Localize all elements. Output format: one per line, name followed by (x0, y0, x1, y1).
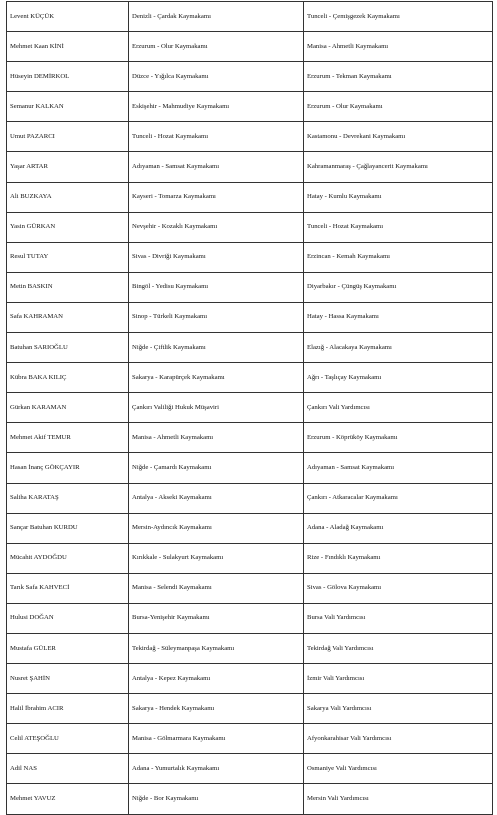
new-post-cell: Kastamonu - Devrekani Kaymakamı (304, 122, 493, 152)
table-row (7, 32, 493, 62)
name-cell: Adil NAS (7, 754, 129, 784)
new-post-cell: Manisa - Ahmetli Kaymakamı (304, 32, 493, 62)
table-row (7, 483, 493, 513)
current-post-cell: Adıyaman - Samsat Kaymakamı (129, 152, 304, 182)
new-post-cell: Adıyaman - Samsat Kaymakamı (304, 453, 493, 483)
table-row (7, 122, 493, 152)
table-row (7, 2, 493, 32)
table-row (7, 513, 493, 543)
name-cell: Kübra BAKA KILIÇ (7, 363, 129, 393)
table-row (7, 333, 493, 363)
new-post-cell: Mersin Vali Yardımcısı (304, 784, 493, 814)
current-post-cell: Nevşehir - Kozaklı Kaymakamı (129, 212, 304, 242)
name-cell: Metin BASKIN (7, 272, 129, 302)
current-post-cell: Manisa - Gölmarmara Kaymakamı (129, 724, 304, 754)
new-post-cell: Afyonkarahisar Vali Yardımcısı (304, 724, 493, 754)
name-cell: Mehmet Kaan KİNİ (7, 32, 129, 62)
current-post-cell: Tekirdağ - Süleymanpaşa Kaymakamı (129, 633, 304, 663)
current-post-cell: Sinop - Türkeli Kaymakamı (129, 302, 304, 332)
new-post-cell: Erzincan - Kemah Kaymakamı (304, 242, 493, 272)
name-cell: Yaşar ARTAR (7, 152, 129, 182)
table-row (7, 573, 493, 603)
appointments-table-body (7, 2, 493, 815)
new-post-cell: Hatay - Kumlu Kaymakamı (304, 182, 493, 212)
current-post-cell: Manisa - Selendi Kaymakamı (129, 573, 304, 603)
new-post-cell: Erzurum - Köprüköy Kaymakamı (304, 423, 493, 453)
current-post-cell: Bingöl - Yedisu Kaymakamı (129, 272, 304, 302)
table-row (7, 363, 493, 393)
new-post-cell: Çankırı Vali Yardımcısı (304, 393, 493, 423)
table-row (7, 633, 493, 663)
table-row (7, 62, 493, 92)
current-post-cell: Düzce - Yığılca Kaymakamı (129, 62, 304, 92)
new-post-cell: Bursa Vali Yardımcısı (304, 603, 493, 633)
new-post-cell: Kahramanmaraş - Çağlayancerit Kaymakamı (304, 152, 493, 182)
current-post-cell: Niğde - Çamardı Kaymakamı (129, 453, 304, 483)
current-post-cell: Denizli - Çardak Kaymakamı (129, 2, 304, 32)
new-post-cell: Ağrı - Taşlıçay Kaymakamı (304, 363, 493, 393)
name-cell: Nusret ŞAHİN (7, 664, 129, 694)
name-cell: Ali BUZKAYA (7, 182, 129, 212)
current-post-cell: Kayseri - Tomarza Kaymakamı (129, 182, 304, 212)
current-post-cell: Tunceli - Hozat Kaymakamı (129, 122, 304, 152)
table-row (7, 543, 493, 573)
current-post-cell: Antalya - Akseki Kaymakamı (129, 483, 304, 513)
table-row (7, 453, 493, 483)
table-row (7, 694, 493, 724)
table-row (7, 302, 493, 332)
appointments-table (6, 1, 493, 815)
name-cell: Saliha KARATAŞ (7, 483, 129, 513)
table-row (7, 724, 493, 754)
new-post-cell: Elazığ - Alacakaya Kaymakamı (304, 333, 493, 363)
new-post-cell: Sakarya Vali Yardımcısı (304, 694, 493, 724)
current-post-cell: Kırıkkale - Sulakyurt Kaymakamı (129, 543, 304, 573)
name-cell: Semanur KALKAN (7, 92, 129, 122)
new-post-cell: Osmaniye Vali Yardımcısı (304, 754, 493, 784)
new-post-cell: Tunceli - Çemişgezek Kaymakamı (304, 2, 493, 32)
current-post-cell: Antalya - Kepez Kaymakamı (129, 664, 304, 694)
current-post-cell: Sakarya - Karapürçek Kaymakamı (129, 363, 304, 393)
new-post-cell: Adana - Aladağ Kaymakamı (304, 513, 493, 543)
new-post-cell: Sivas - Gölova Kaymakamı (304, 573, 493, 603)
name-cell: Hasan İnanç GÖKÇAYIR (7, 453, 129, 483)
current-post-cell: Bursa-Yenişehir Kaymakamı (129, 603, 304, 633)
name-cell: Batuhan SARIOĞLU (7, 333, 129, 363)
current-post-cell: Erzurum - Olur Kaymakamı (129, 32, 304, 62)
current-post-cell: Sakarya - Hendek Kaymakamı (129, 694, 304, 724)
name-cell: Safa KAHRAMAN (7, 302, 129, 332)
name-cell: Levent KÜÇÜK (7, 2, 129, 32)
new-post-cell: İzmir Vali Yardımcısı (304, 664, 493, 694)
current-post-cell: Adana - Yumurtalık Kaymakamı (129, 754, 304, 784)
current-post-cell: Çankırı Valiliği Hukuk Müşaviri (129, 393, 304, 423)
name-cell: Gürkan KARAMAN (7, 393, 129, 423)
name-cell: Resul TUTAY (7, 242, 129, 272)
new-post-cell: Tekirdağ Vali Yardımcısı (304, 633, 493, 663)
name-cell: Mehmet Akif TEMUR (7, 423, 129, 453)
current-post-cell: Sivas - Divriği Kaymakamı (129, 242, 304, 272)
name-cell: Halil İbrahim ACIR (7, 694, 129, 724)
name-cell: Yasin GÜRKAN (7, 212, 129, 242)
name-cell: Mustafa GÜLER (7, 633, 129, 663)
current-post-cell: Niğde - Çiftlik Kaymakamı (129, 333, 304, 363)
new-post-cell: Rize - Fındıklı Kaymakamı (304, 543, 493, 573)
new-post-cell: Erzurum - Tekman Kaymakamı (304, 62, 493, 92)
name-cell: Celil ATEŞOĞLU (7, 724, 129, 754)
new-post-cell: Diyarbakır - Çüngüş Kaymakamı (304, 272, 493, 302)
name-cell: Hulusi DOĞAN (7, 603, 129, 633)
table-row (7, 152, 493, 182)
table-row (7, 212, 493, 242)
name-cell: Tarık Safa KAHVECİ (7, 573, 129, 603)
current-post-cell: Niğde - Bor Kaymakamı (129, 784, 304, 814)
current-post-cell: Manisa - Ahmetli Kaymakamı (129, 423, 304, 453)
name-cell: Umut PAZARCI (7, 122, 129, 152)
current-post-cell: Eskişehir - Mahmudiye Kaymakamı (129, 92, 304, 122)
table-row (7, 664, 493, 694)
table-row (7, 603, 493, 633)
table-row (7, 272, 493, 302)
table-row (7, 182, 493, 212)
current-post-cell: Mersin-Aydıncık Kaymakamı (129, 513, 304, 543)
table-row (7, 92, 493, 122)
name-cell: Sançar Batuhan KURDU (7, 513, 129, 543)
new-post-cell: Hatay - Hassa Kaymakamı (304, 302, 493, 332)
new-post-cell: Tunceli - Hozat Kaymakamı (304, 212, 493, 242)
new-post-cell: Çankırı - Atkaracalar Kaymakamı (304, 483, 493, 513)
table-row (7, 393, 493, 423)
name-cell: Mücahit AYDOĞDU (7, 543, 129, 573)
table-row (7, 242, 493, 272)
table-row (7, 784, 493, 814)
name-cell: Mehmet YAVUZ (7, 784, 129, 814)
name-cell: Hüseyin DEMİRKOL (7, 62, 129, 92)
table-row (7, 423, 493, 453)
new-post-cell: Erzurum - Olur Kaymakamı (304, 92, 493, 122)
